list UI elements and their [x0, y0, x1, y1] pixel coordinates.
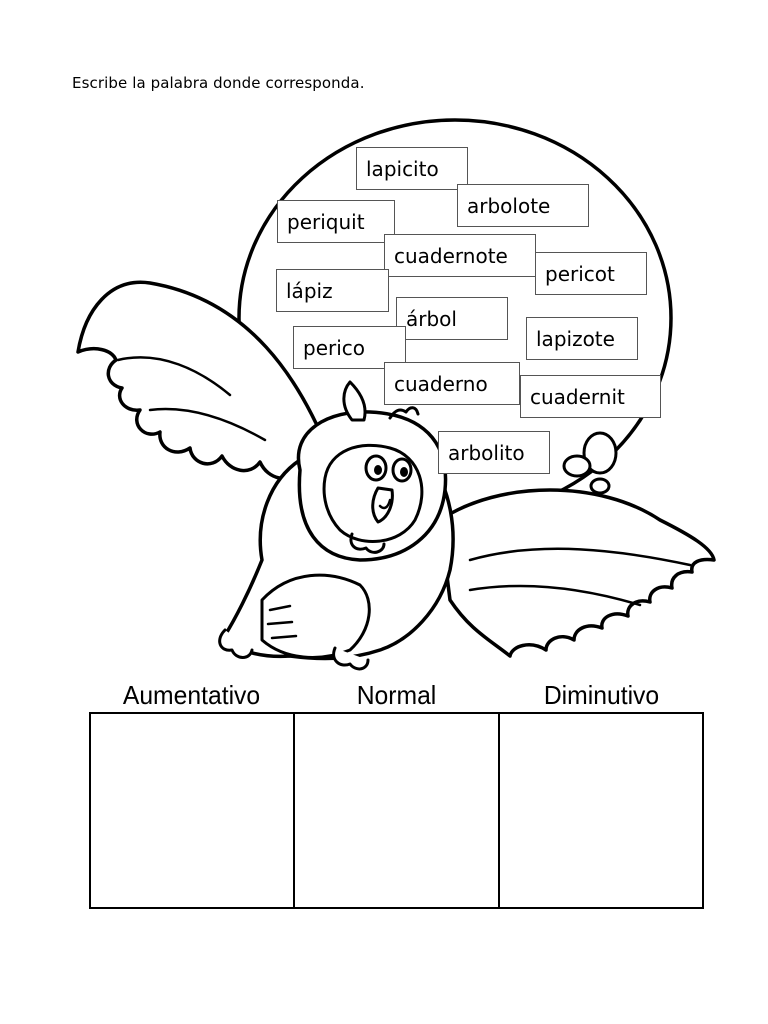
answer-table [89, 712, 704, 909]
word-box[interactable]: cuadernote [384, 234, 536, 277]
word-box[interactable]: lapicito [356, 147, 468, 190]
word-box[interactable]: pericot [535, 252, 647, 295]
right-wing [440, 490, 714, 656]
instruction-text: Escribe la palabra donde corresponda. [72, 74, 365, 92]
word-box[interactable]: perico [293, 326, 406, 369]
word-box[interactable]: arbolote [457, 184, 589, 227]
word-box[interactable]: cuaderno [384, 362, 520, 405]
answer-cell-aumentativo[interactable] [91, 714, 295, 907]
word-box[interactable]: lápiz [276, 269, 389, 312]
word-box[interactable]: árbol [396, 297, 508, 340]
header-diminutivo: Diminutivo [543, 680, 660, 710]
word-box[interactable]: arbolito [438, 431, 550, 474]
answer-cell-diminutivo[interactable] [500, 714, 702, 907]
header-aumentativo: Aumentativo [122, 680, 261, 710]
word-box[interactable]: periquit [277, 200, 395, 243]
header-normal: Normal [356, 680, 437, 710]
answer-cell-normal[interactable] [295, 714, 499, 907]
word-box[interactable]: lapizote [526, 317, 638, 360]
word-box[interactable]: cuadernit [520, 375, 661, 418]
